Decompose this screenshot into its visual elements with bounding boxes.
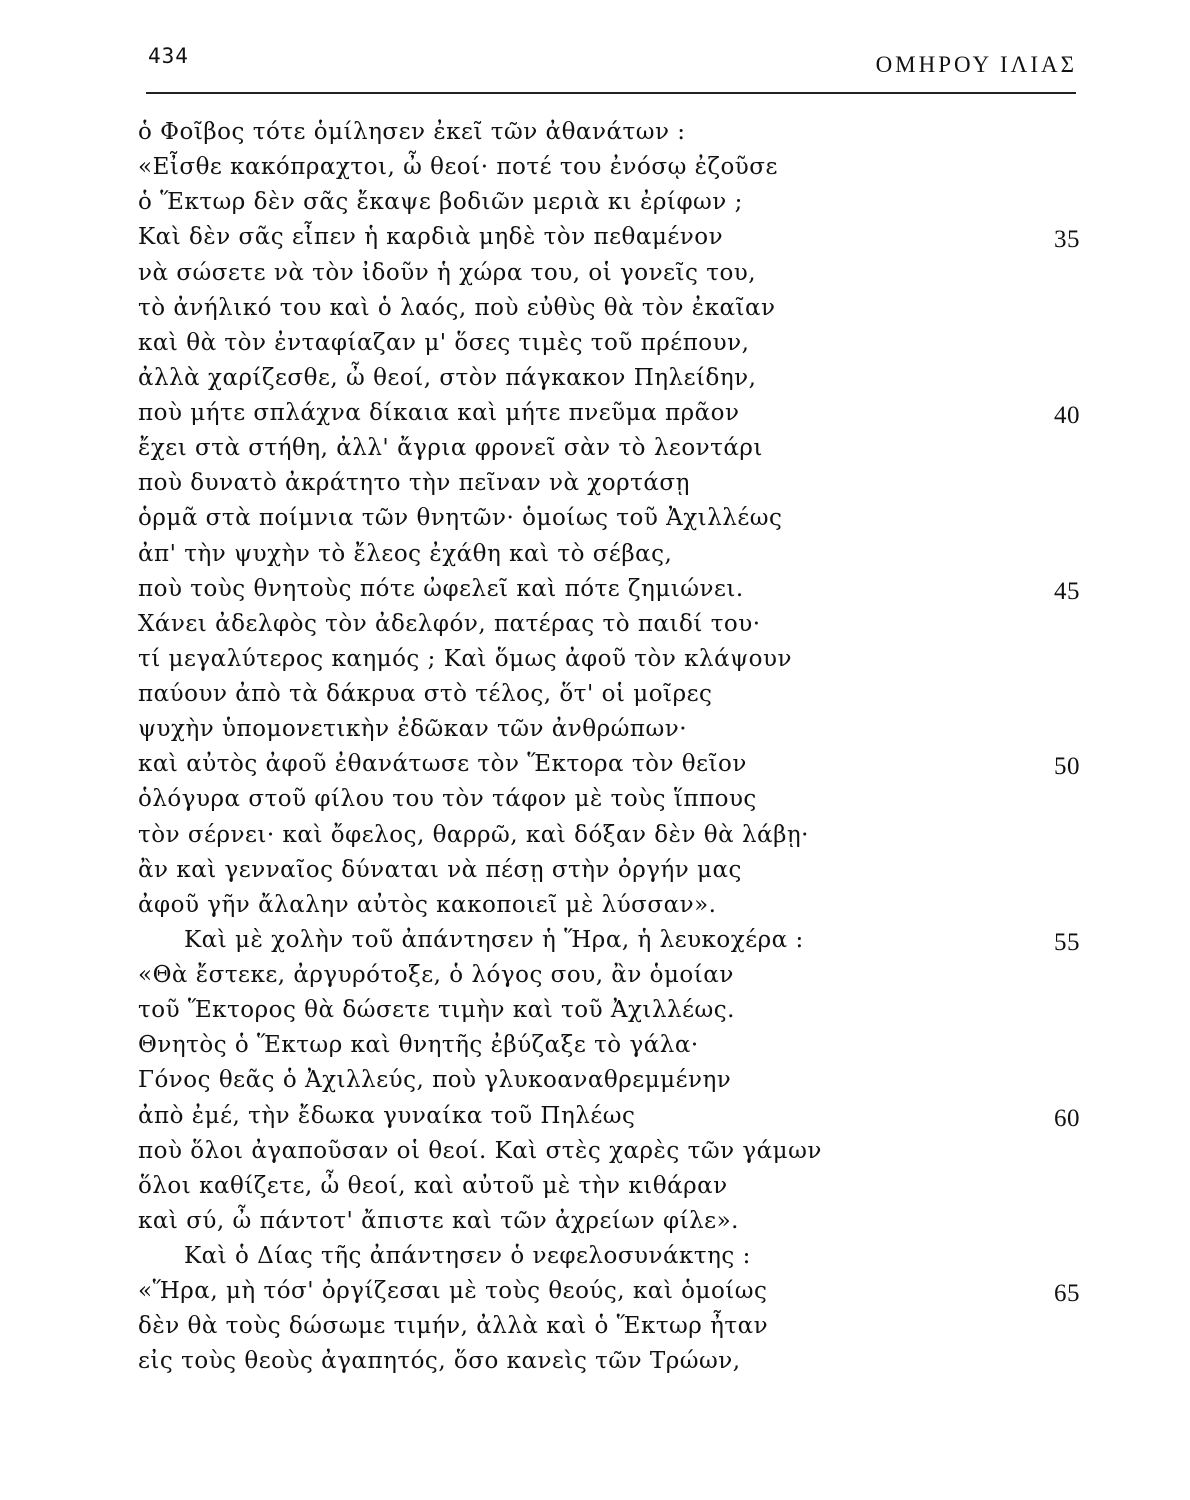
verse-text: Καὶ μὲ χολὴν τοῦ ἀπάντησεν ἡ Ἥρα, ἡ λευκοχέρα : (184, 926, 804, 953)
verse-text: ἀλλὰ χαρίζεσθε, ὦ θεοί, στὸν πάγκακον Πηλείδην, (138, 364, 757, 391)
verse-line (138, 818, 1088, 853)
verse-text: Θνητὸς ὁ Ἕκτωρ καὶ θνητῆς ἐβύζαξε τὸ γάλα· (138, 1032, 699, 1059)
page-number: 434 (148, 44, 189, 68)
verse-text: καὶ σύ, ὦ πάντοτ' ἄπιστε καὶ τῶν ἀχρείων φίλε». (138, 1207, 739, 1234)
verse-text: ψυχὴν ὑπομονετικὴν ἐδῶκαν τῶν ἀνθρώπων· (138, 716, 688, 743)
verse-text: «Εἶσθε κακόπραχτοι, ὦ θεοί· ποτέ του ἐνόσῳ ἐζοῦσε (138, 154, 778, 181)
verse-line (138, 291, 1088, 326)
verse-text: ἀπὸ ἐμέ, τὴν ἔδωκα γυναίκα τοῦ Πηλέως (138, 1102, 636, 1129)
line-number: 35 (1054, 226, 1080, 254)
verse-text: ἀφοῦ γῆν ἄλαλην αὐτὸς κακοποιεῖ μὲ λύσσαν». (138, 891, 717, 918)
verse-line (138, 1344, 1088, 1379)
verse-line (138, 1239, 1088, 1274)
verse-text: δὲν θὰ τοὺς δώσωμε τιμήν, ἀλλὰ καὶ ὁ Ἕκτωρ ἦταν (138, 1313, 769, 1340)
verse-text: εἰς τοὺς θεοὺς ἀγαπητός, ὅσο κανεὶς τῶν Τρώων, (138, 1348, 741, 1375)
verse-line (138, 1028, 1088, 1063)
verse-text: ποὺ μήτε σπλάχνα δίκαια καὶ μήτε πνεῦμα πρᾶον (138, 400, 740, 426)
verse-line (138, 1309, 1088, 1344)
verse-text: τὸν σέρνει· καὶ ὄφελος, θαρρῶ, καὶ δόξαν δὲν θὰ λάβῃ· (138, 821, 809, 848)
running-title: ΟΜΗΡΟΥ ΙΛΙΑΣ (875, 52, 1077, 77)
verse-line (138, 923, 1088, 958)
verse-text: ἔχει στὰ στήθη, ἀλλ' ἄγρια φρονεῖ σὰν τὸ λεοντάρι (138, 435, 763, 462)
verse-text: καὶ θὰ τὸν ἐνταφίαζαν μ' ὅσες τιμὲς τοῦ πρέπουν, (138, 329, 750, 356)
verse-line (138, 115, 1088, 150)
verse-text: ποὺ τοὺς θνητοὺς πότε ὠφελεῖ καὶ πότε ζημιώνει. (138, 575, 744, 602)
verse-line (138, 747, 1088, 782)
verse-line (138, 1204, 1088, 1239)
line-number: 65 (1054, 1280, 1080, 1308)
verse-text: Καὶ δὲν σᾶς εἶπεν ἡ καρδιὰ μηδὲ τὸν πεθαμένον (138, 224, 724, 251)
line-number: 45 (1054, 577, 1080, 605)
line-number: 50 (1054, 753, 1080, 781)
poem-body (138, 115, 1088, 1380)
verse-text: καὶ αὐτὸς ἀφοῦ ἐθανάτωσε τὸν Ἕκτορα τὸν θεῖον (138, 751, 747, 778)
verse-text: ποὺ ὅλοι ἀγαποῦσαν οἱ θεοί. Καὶ στὲς χαρὲς τῶν γάμων (138, 1137, 822, 1164)
verse-text: ὁ Φοῖβος τότε ὁμίλησεν ἐκεῖ τῶν ἀθανάτων : (138, 119, 686, 145)
verse-text: ὅλοι καθίζετε, ὦ θεοί, καὶ αὐτοῦ μὲ τὴν κιθάραν (138, 1172, 728, 1199)
verse-text: τί μεγαλύτερος καημός ; Καὶ ὅμως ἀφοῦ τὸν κλάψουν (138, 645, 792, 672)
verse-line (138, 256, 1088, 291)
verse-line (138, 361, 1088, 396)
verse-text: Γόνος θεᾶς ὁ Ἀχιλλεύς, ποὺ γλυκοαναθρεμμένην (138, 1067, 732, 1094)
header-rule (146, 92, 1076, 94)
verse-text: παύουν ἀπὸ τὰ δάκρυα στὸ τέλος, ὅτ' οἱ μοῖρες (138, 681, 713, 707)
verse-text: νὰ σώσετε νὰ τὸν ἰδοῦν ἡ χώρα του, οἱ γονεῖς του, (138, 259, 757, 286)
line-number: 60 (1054, 1104, 1080, 1132)
verse-text: ποὺ δυνατὸ ἀκράτητο τὴν πεῖναν νὰ χορτάσῃ (138, 470, 690, 497)
verse-line (138, 431, 1088, 466)
verse-text: «Ἥρα, μὴ τόσ' ὀργίζεσαι μὲ τοὺς θεούς, καὶ ὁμοίως (138, 1278, 768, 1305)
verse-line (138, 958, 1088, 993)
verse-text: ἂν καὶ γενναῖος δύναται νὰ πέσῃ στὴν ὀργήν μας (138, 856, 742, 883)
verse-text: ὁλόγυρα στοῦ φίλου του τὸν τάφον μὲ τοὺς ἵππους (138, 786, 757, 813)
verse-line (138, 1099, 1088, 1134)
verse-text: «Θὰ ἔστεκε, ἀργυρότοξε, ὁ λόγος σου, ἂν ὁμοίαν (138, 962, 734, 988)
verse-line (138, 466, 1088, 501)
verse-line (138, 607, 1088, 642)
verse-text: Καὶ ὁ Δίας τῆς ἀπάντησεν ὁ νεφελοσυνάκτης : (184, 1243, 751, 1269)
verse-line (138, 185, 1088, 220)
verse-line (138, 712, 1088, 747)
verse-line (138, 853, 1088, 888)
verse-line (138, 1134, 1088, 1169)
verse-line (138, 537, 1088, 572)
verse-line (138, 1274, 1088, 1309)
verse-line (138, 326, 1088, 361)
verse-line (138, 782, 1088, 817)
line-number: 55 (1054, 928, 1080, 956)
verse-text: τοῦ Ἕκτορος θὰ δώσετε τιμὴν καὶ τοῦ Ἀχιλλέως. (138, 997, 735, 1024)
verse-line (138, 888, 1088, 923)
verse-line (138, 501, 1088, 536)
verse-line (138, 1063, 1088, 1098)
verse-line (138, 993, 1088, 1028)
verse-text: τὸ ἀνήλικό του καὶ ὁ λαός, ποὺ εὐθὺς θὰ τὸν ἐκαῖαν (138, 294, 776, 321)
verse-line (138, 1169, 1088, 1204)
verse-text: ὁ Ἕκτωρ δὲν σᾶς ἔκαψε βοδιῶν μεριὰ κι ἐρίφων ; (138, 189, 743, 216)
verse-text: Χάνει ἀδελφὸς τὸν ἀδελφόν, πατέρας τὸ παιδί του· (138, 610, 761, 637)
verse-line (138, 642, 1088, 677)
verse-line (138, 220, 1088, 255)
verse-text: ἀπ' τὴν ψυχὴν τὸ ἔλεος ἐχάθη καὶ τὸ σέβας, (138, 540, 673, 567)
verse-line (138, 572, 1088, 607)
line-number: 40 (1054, 402, 1080, 429)
verse-line (138, 677, 1088, 712)
verse-text: ὁρμᾶ στὰ ποίμνια τῶν θνητῶν· ὁμοίως τοῦ Ἀχιλλέως (138, 505, 783, 532)
verse-line (138, 150, 1088, 185)
verse-line (138, 396, 1088, 431)
